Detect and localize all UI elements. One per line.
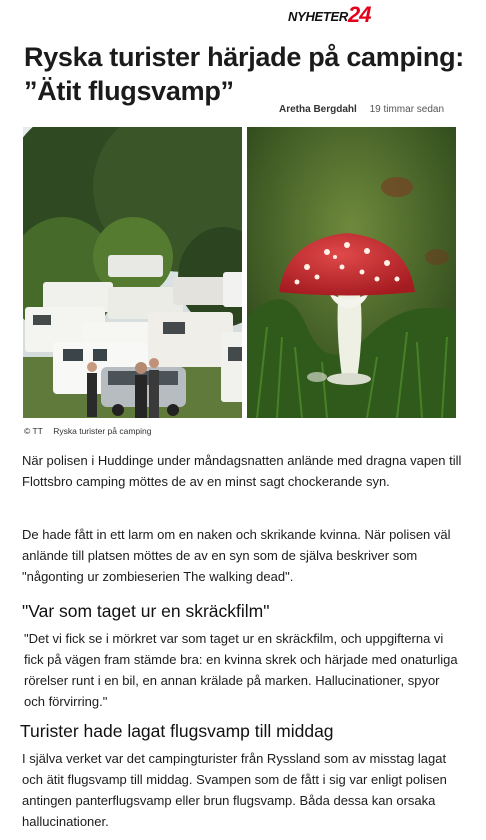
photo-caption-text: Ryska turister på camping — [53, 426, 152, 436]
article-paragraph-1: När polisen i Huddinge under måndagsnatten anlände med dragna vapen till Flottsbro camping möttes de av en minst sagt chockerande syn. — [22, 453, 462, 489]
subheading-2: Turister hade lagat flugsvamp till middag — [20, 721, 334, 741]
byline — [279, 104, 444, 115]
nyheter24-logo[interactable] — [288, 4, 371, 26]
author-name[interactable]: Aretha Bergdahl — [279, 104, 357, 115]
fly-agaric-mushroom-photo — [247, 127, 466, 418]
article-quote: "Det vi fick se i mörkret var som taget ur en skräckfilm, och uppgifterna vi fick på vägen fram stämde bra: en kvinna skrek och härjade med onaturliga rörelser runt i en bil, en annan krälade på marken. Hallucinationer, spyor och förvirring." — [24, 631, 458, 709]
camping-photo — [23, 127, 242, 418]
photo-credit: © TT — [24, 426, 43, 436]
article-title: Ryska turister härjade på camping: ”Ätit flugsvamp” — [24, 42, 464, 106]
subheading-1: "Var som taget ur en skräckfilm" — [22, 601, 270, 621]
article-photos — [23, 127, 465, 418]
logo-number: 24 — [348, 2, 371, 27]
logo-text: NYHETER — [288, 9, 349, 24]
publish-time: 19 timmar sedan — [369, 104, 445, 115]
article-paragraph-2: De hade fått in ett larm om en naken och skrikande kvinna. När polisen väl anlände till platsen möttes de av en syn som de själva beskriver som "någonting ur zombieserien The walking dead". — [22, 527, 451, 584]
photo-caption — [24, 426, 152, 436]
article-paragraph-3: I själva verket var det campingturister från Ryssland som av misstag lagat och ätit flugsvamp till middag. Svampen som de fått i sig var enligt polisen antingen panterflugsvamp eller brun flugsvamp. Båda dessa kan orsaka hallucinationer. — [22, 751, 447, 829]
